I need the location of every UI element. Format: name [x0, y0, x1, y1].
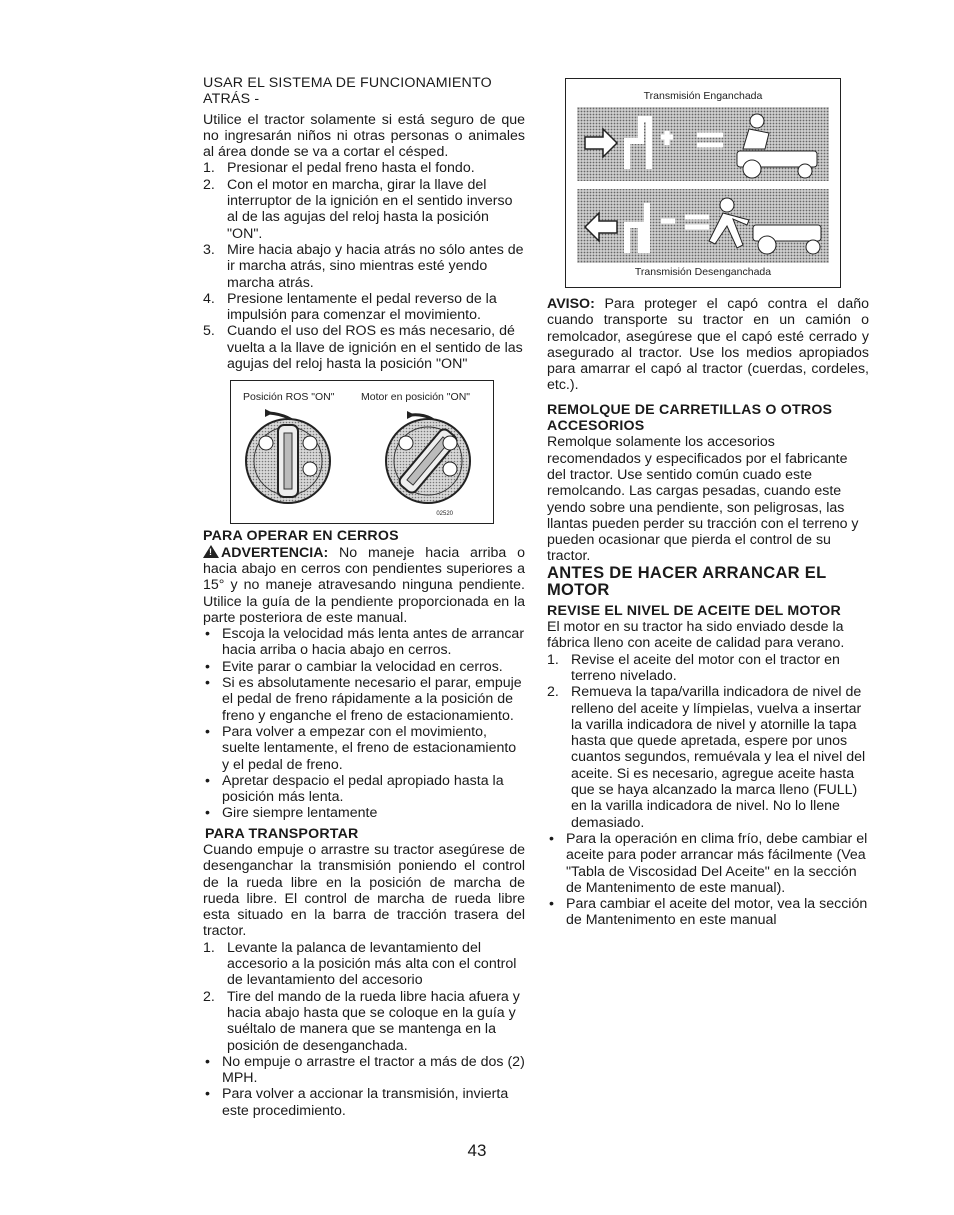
list-item: 2. Tire del mando de la rueda libre hacia afuera y hacia abajo hasta que se coloque en la guía y suéltalo de manera que se mantenga en la posición de desenganchada.: [203, 988, 520, 1054]
list-item: • Para volver a empezar con el movimiento, suelte lentamente, el freno de estacionamiento y el pedal de freno.: [205, 723, 517, 773]
oil-steps: [547, 652, 869, 831]
transport-steps: [203, 940, 525, 1054]
list-item: 2. Remueva la tapa/varilla indicadora de nivel de relleno del aceite y límpielas, vuelva a insertar la varilla indicadora de nivel y atornille la tapa hasta que quede apretada, espere por unos cuantos segundos, remuévala y lea el nivel del aceite. Si es necesario, agregue aceite hasta que se haya alcanzado la marca lleno (FULL) en la varilla indicadora de nivel. No lo llene demasiado.: [547, 684, 866, 831]
list-item: • Apretar despacio el pedal apropiado hasta la posición más lenta.: [205, 772, 504, 806]
list-item: 1. Levante la palanca de levantamiento del accesorio a la posición más alta con el control de levantamiento del accesorio: [203, 939, 517, 989]
aviso-note: AVISO: Para proteger el capó contra el daño cuando transporte su tractor en un camión o remolcador, asegúrese que el capó esté cerrado y asegurado al tractor. Use los medios apropiados para amarrar el capó al tractor (cuerdas, cordeles, etc.).: [547, 296, 869, 394]
transmission-figure: [565, 78, 841, 288]
list-item: 1. Presionar el pedal freno hasta el fondo.: [203, 160, 475, 177]
ignition-key-figure: [230, 380, 494, 524]
reverse-intro: Utilice el tractor solamente si está seguro de que no ingresarán niños ni otras personas o animales al área donde se va a cortar el césped.: [203, 111, 525, 161]
warning-icon: [203, 545, 219, 558]
heading-towing: REMOLQUE DE CARRETILLAS O OTROS ACCESORIOS: [547, 401, 833, 435]
heading-check-oil: REVISE EL NIVEL DE ACEITE DEL MOTOR: [547, 602, 841, 619]
list-item: • Escoja la velocidad más lenta antes de arrancar hacia arriba o hacia abajo en cerros.: [205, 626, 525, 659]
list-item: 3. Mire hacia abajo y hacia atrás no sólo antes de ir marcha atrás, sino mientras esté yendo marcha atrás.: [203, 241, 524, 291]
transport-bullets: [203, 1054, 525, 1119]
list-item: 2. Con el motor en marcha, girar la llave del interruptor de la ignición en el sentido inverso al de las agujas del reloj hasta la posición "ON".: [203, 176, 513, 242]
transport-intro: Cuando empuje o arrastre su tractor asegúrese de desenganchar la transmisión poniendo el control de la rueda libre en la posición de marcha de rueda libre. El control de marcha de rueda libre esta situado en la barra de tracción trasera del tractor.: [203, 841, 525, 940]
slopes-bullets: [203, 626, 525, 822]
oil-bullets: [547, 831, 869, 929]
left-column: [203, 75, 525, 1119]
heading-transport: PARA TRANSPORTAR: [205, 825, 359, 842]
transmission-diagram: [577, 107, 829, 267]
right-column: [547, 78, 869, 929]
page-number: 43: [467, 1141, 487, 1160]
list-item: • No empuje o arrastre el tractor a más de dos (2) MPH.: [205, 1053, 525, 1087]
figure-code: 02520: [436, 511, 453, 518]
list-item: • Evite parar o cambiar la velocidad en cerros.: [205, 658, 503, 675]
slopes-warning: !ADVERTENCIA: No maneje hacia arriba o hacia abajo en cerros con pendientes superiores a 15° y no maneje atravesando ninguna pendiente. Utilice la guía de la pendiente proporcionada en la parte posteriora de este manual.: [203, 545, 525, 626]
ignition-switch-icon: [231, 403, 493, 523]
figure-label-disengaged: Transmisión Desenganchada: [634, 266, 772, 278]
list-item: • Para cambiar el aceite del motor, vea la sección de Mantenimento en este manual: [549, 896, 868, 929]
figure-label-engaged: Transmisión Enganchada: [643, 90, 763, 102]
oil-intro: El motor en su tractor ha sido enviado desde la fábrica lleno con aceite de calidad para verano.: [547, 619, 845, 652]
list-item: 5. Cuando el uso del ROS es más necesario, dé vuelta a la llave de ignición en el sentido de las agujas del reloj hasta la posición "ON": [203, 323, 523, 373]
figure-label-ros-on: Posición ROS "ON": [243, 391, 335, 404]
heading-before-starting: ANTES DE HACER ARRANCAR EL MOTOR: [547, 563, 827, 599]
section-title-reverse: USAR EL SISTEMA DE FUNCIONAMIENTO ATRÁS -: [203, 75, 492, 108]
list-item: • Si es absolutamente necesario el parar, empuje el pedal de freno rápidamente a la posición de freno y enganche el freno de estacionamiento.: [205, 675, 522, 724]
list-item: 1. Revise el aceite del motor con el tractor en terreno nivelado.: [547, 651, 840, 684]
list-item: • Para la operación en clima frío, debe cambiar el aceite para poder arrancar más fácilmente (Vea "Tabla de Viscosidad Del Aceite" en la sección de Mantenimento de este manual).: [549, 830, 868, 896]
list-item: 4. Presione lentamente el pedal reverso de la impulsión para comenzar el movimiento.: [203, 290, 497, 324]
list-item: • Gire siempre lentamente: [205, 805, 378, 822]
towing-text: Remolque solamente los accesorios recomendados y especificados por el fabricante del tractor. Use sentido común cuado este remolcando. Las cargas pesadas, cuando este yendo sobre una pendiente, son peligrosas, las llantas pueden perder su tracción con el terreno y pueden ocasionar que pierda el control de su tractor.: [547, 434, 859, 565]
list-item: • Para volver a accionar la transmisión, invierta este procedimiento.: [205, 1086, 509, 1119]
reverse-steps: [203, 160, 525, 372]
figure-label-motor-on: Motor en posición "ON": [361, 391, 470, 404]
heading-slopes: PARA OPERAR EN CERROS: [203, 528, 399, 545]
